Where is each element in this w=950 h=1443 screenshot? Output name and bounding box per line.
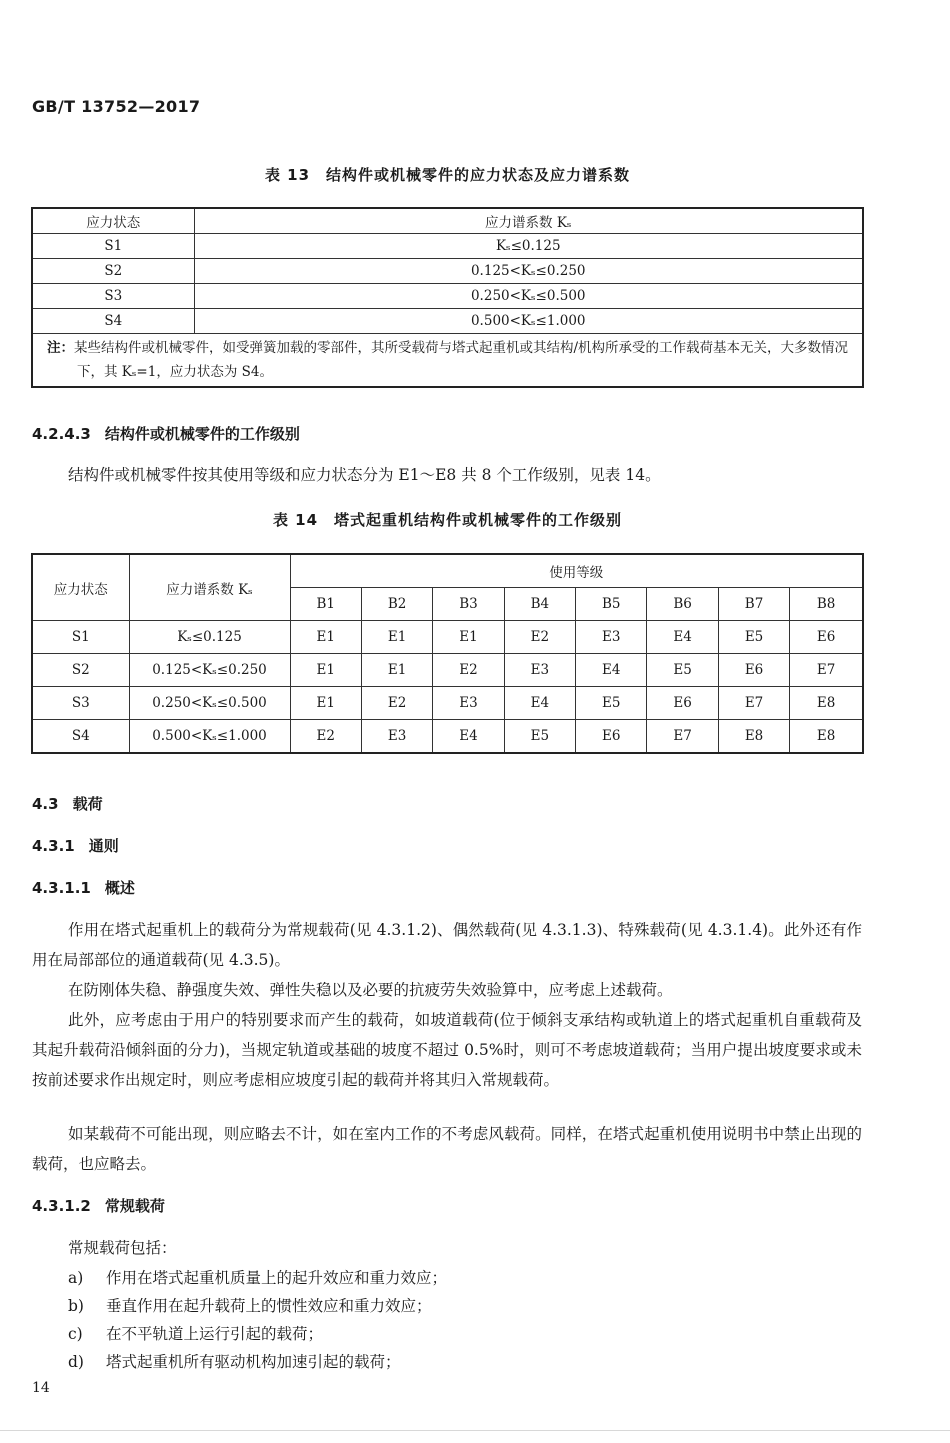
table-header-cell: B7 [718, 588, 789, 621]
table-row [32, 720, 863, 754]
section-number: 4.2.4.3 [32, 425, 91, 443]
list-marker: c) [68, 1325, 83, 1343]
table-cell: E1 [290, 621, 361, 654]
table-cell: E8 [790, 687, 863, 720]
section-title: 常规载荷 [104, 1197, 165, 1215]
list-text: 在不平轨道上运行引起的载荷； [106, 1325, 324, 1343]
table-13 [31, 207, 864, 388]
table-header-cell: 应力谱系数 Kₛ [129, 554, 290, 621]
section-number: 4.3 [32, 795, 59, 813]
standard-code: GB/T 13752—2017 [32, 97, 201, 116]
table-cell: E5 [647, 654, 718, 687]
table-cell: S3 [32, 687, 129, 720]
table-row [32, 621, 863, 654]
table-cell: E1 [290, 654, 361, 687]
table-cell: E2 [433, 654, 504, 687]
page-number: 14 [32, 1380, 50, 1396]
table-cell: 0.125<Kₛ≤0.250 [129, 654, 290, 687]
table-13-title: 表 13 结构件或机械零件的应力状态及应力谱系数 [264, 166, 631, 184]
table-header-cell: B2 [361, 588, 432, 621]
table-cell: E1 [433, 621, 504, 654]
section-title: 通则 [88, 837, 119, 855]
table-cell: E7 [718, 687, 789, 720]
list-marker: a) [68, 1269, 84, 1287]
table-cell: E2 [361, 687, 432, 720]
section-heading-4-3-1 [32, 835, 119, 856]
paragraph: 此外，应考虑由于用户的特别要求而产生的载荷，如坡道载荷(位于倾斜支承结构或轨道上的塔式起重机自重载荷及其起升载荷沿倾斜面的分力)，当规定轨道或基础的坡度不超过 0.5%时，则可不考虑坡道载荷；当用户提出坡度要求或未按前述要求作出规定时，则应考虑相应坡度引起的载荷并将其归入常规载荷。 [32, 1011, 862, 1089]
table-row [32, 554, 863, 588]
table-header-cell: B4 [504, 588, 575, 621]
table-row [32, 654, 863, 687]
table-cell: S3 [32, 284, 194, 309]
section-title: 概述 [104, 879, 135, 897]
table-cell: E4 [647, 621, 718, 654]
paragraph: 常规载荷包括： [68, 1239, 177, 1257]
table-cell: 0.500<Kₛ≤1.000 [194, 309, 863, 334]
section-number: 4.3.1 [32, 837, 75, 855]
table-cell: E3 [361, 720, 432, 754]
table-14 [31, 553, 864, 754]
table-cell: E3 [433, 687, 504, 720]
table-header-cell: B3 [433, 588, 504, 621]
table-cell: E3 [576, 621, 647, 654]
table-cell: E5 [718, 621, 789, 654]
section-title: 结构件或机械零件的工作级别 [104, 425, 300, 443]
table-cell: S4 [32, 720, 129, 754]
section-heading-4-3-1-2 [32, 1195, 165, 1216]
table-cell: E8 [790, 720, 863, 754]
table-header-cell: 应力状态 [32, 554, 129, 621]
section-heading-4-2-4-3 [32, 423, 300, 444]
table-header-cell: 应力状态 [32, 208, 194, 234]
table-row [32, 687, 863, 720]
table-cell: 0.250<Kₛ≤0.500 [194, 284, 863, 309]
paragraph: 如某载荷不可能出现，则应略去不计，如在室内工作的不考虑风载荷。同样，在塔式起重机使用说明书中禁止出现的载荷，也应略去。 [32, 1125, 862, 1173]
table-header-cell: B6 [647, 588, 718, 621]
table-cell: Kₛ≤0.125 [194, 234, 863, 259]
table-cell: S2 [32, 259, 194, 284]
table-header-cell: B8 [790, 588, 863, 621]
table-cell: E1 [361, 621, 432, 654]
table-header-cell: B1 [290, 588, 361, 621]
list-item [68, 1266, 447, 1290]
paragraph: 结构件或机械零件按其使用等级和应力状态分为 E1～E8 共 8 个工作级别，见表 14。 [68, 466, 661, 484]
list-item [68, 1350, 401, 1374]
list-item [68, 1322, 323, 1346]
table-cell: E4 [504, 687, 575, 720]
table-cell: S1 [32, 234, 194, 259]
table-cell: E6 [576, 720, 647, 754]
list-text: 塔式起重机所有驱动机构加速引起的载荷； [106, 1353, 401, 1371]
section-title: 载荷 [72, 795, 103, 813]
table-cell: E5 [504, 720, 575, 754]
table-row [32, 234, 863, 259]
table-group-header: 使用等级 [290, 554, 863, 588]
table-cell: E8 [718, 720, 789, 754]
table-cell: E4 [433, 720, 504, 754]
table-row [32, 259, 863, 284]
table-cell: E7 [647, 720, 718, 754]
paragraph: 作用在塔式起重机上的载荷分为常规载荷(见 4.3.1.2)、偶然载荷(见 4.3.1.3)、特殊载荷(见 4.3.1.4)。此外还有作用在局部部位的通道载荷(见 4.3.5)。 [32, 921, 862, 969]
section-number: 4.3.1.1 [32, 879, 91, 897]
list-text: 作用在塔式起重机质量上的起升效应和重力效应； [106, 1269, 448, 1287]
table-row [32, 309, 863, 334]
table-cell: S2 [32, 654, 129, 687]
table-cell: 0.500<Kₛ≤1.000 [129, 720, 290, 754]
section-heading-4-3-1-1 [32, 877, 135, 898]
table-cell: E6 [647, 687, 718, 720]
table-cell: Kₛ≤0.125 [129, 621, 290, 654]
table-cell: 0.125<Kₛ≤0.250 [194, 259, 863, 284]
table-cell: S1 [32, 621, 129, 654]
list-text: 垂直作用在起升载荷上的惯性效应和重力效应； [106, 1297, 432, 1315]
table-cell: E1 [361, 654, 432, 687]
list-marker: d) [68, 1353, 84, 1371]
table-row [32, 208, 863, 234]
table-cell: E5 [576, 687, 647, 720]
table-cell: E7 [790, 654, 863, 687]
note-text: 某些结构件或机械零件，如受弹簧加载的零部件，其所受载荷与塔式起重机或其结构/机构所承受的工作载荷基本无关，大多数情况下，其 Kₛ=1，应力状态为 S4。 [74, 340, 849, 380]
table-cell: E2 [504, 621, 575, 654]
table-cell: E3 [504, 654, 575, 687]
list-marker: b) [68, 1297, 84, 1315]
section-heading-4-3 [32, 793, 103, 814]
table-cell: E6 [718, 654, 789, 687]
table-cell: E4 [576, 654, 647, 687]
section-number: 4.3.1.2 [32, 1197, 91, 1215]
table-header-cell: 应力谱系数 Kₛ [194, 208, 863, 234]
table-row [32, 284, 863, 309]
page-bottom-divider [0, 1430, 950, 1431]
table-cell: E6 [790, 621, 863, 654]
list-item [68, 1294, 432, 1318]
table-note [32, 334, 863, 388]
table-cell: E2 [290, 720, 361, 754]
table-cell: S4 [32, 309, 194, 334]
table-cell: 0.250<Kₛ≤0.500 [129, 687, 290, 720]
table-header-cell: B5 [576, 588, 647, 621]
table-14-title: 表 14 塔式起重机结构件或机械零件的工作级别 [272, 511, 623, 529]
table-note-row [32, 334, 863, 388]
note-label: 注： [47, 340, 74, 356]
paragraph: 在防刚体失稳、静强度失效、弹性失稳以及必要的抗疲劳失效验算中，应考虑上述载荷。 [68, 981, 673, 999]
table-cell: E1 [290, 687, 361, 720]
